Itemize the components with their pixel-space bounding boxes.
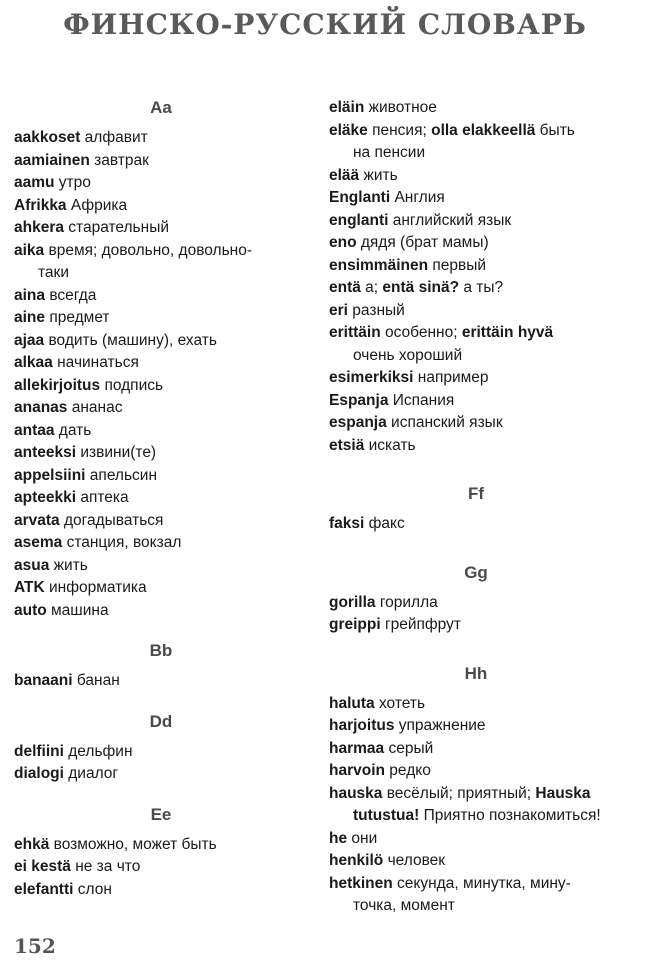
dictionary-entry [329, 367, 623, 390]
entry-headword: aamiainen [14, 151, 90, 169]
entry-phrase: olla elakkeellä [426, 121, 536, 139]
dictionary-entry [14, 127, 308, 150]
dictionary-entry [14, 532, 308, 555]
entry-headword: entä [329, 279, 361, 296]
section-aa [14, 127, 308, 622]
entry-translation: редко [384, 762, 431, 779]
entry-headword: ahkera [14, 219, 64, 236]
entry-headword: alkaa [14, 354, 53, 371]
entry-translation: Испания [388, 391, 455, 409]
entry-translation: английский язык [388, 211, 512, 229]
entry-headword: asua [14, 556, 50, 574]
dictionary-entry [329, 187, 623, 210]
entry-headword: gorilla [329, 593, 376, 611]
entry-translation: человек [383, 852, 446, 869]
entry-headword: faksi [329, 515, 365, 532]
entry-translation: горилла [375, 593, 438, 611]
dictionary-entry [14, 763, 308, 786]
dictionary-entry [329, 828, 623, 851]
entry-headword: etsiä [329, 436, 365, 454]
entry-continuation [329, 345, 623, 368]
entry-translation: испанский язык [386, 414, 503, 431]
entry-headword: antaa [14, 421, 55, 439]
dictionary-entry [329, 97, 623, 120]
entry-headword: aamu [14, 174, 55, 191]
entry-headword: aine [14, 309, 46, 326]
entry-translation: первый [428, 256, 487, 274]
entry-headword: ajaa [14, 331, 45, 349]
entry-headword: esimerkiksi [329, 369, 414, 386]
dictionary-entry [329, 390, 623, 413]
dictionary-entry [329, 850, 623, 873]
dictionary-entry [14, 375, 308, 398]
dictionary-entry [14, 397, 308, 420]
dictionary-entry [329, 760, 623, 783]
section-ee-continued [329, 97, 623, 457]
section-header-bb: Bb [149, 641, 173, 660]
entry-translation: разный [347, 301, 405, 319]
entry-phrase: erittäin hyvä [457, 324, 554, 341]
dictionary-entry [329, 873, 623, 918]
entry-translation: диалог [63, 765, 119, 782]
entry-translation: станция, вокзал [62, 534, 182, 551]
section-header-gg: Gg [464, 562, 488, 582]
dictionary-entry [329, 322, 623, 367]
entry-continuation [329, 895, 623, 918]
entry-translation: дать [54, 421, 92, 439]
entry-continuation [329, 142, 623, 165]
dictionary-entry [14, 577, 308, 600]
dictionary-entry [14, 741, 308, 764]
dictionary-entry [329, 513, 623, 536]
entry-headword: apteekki [14, 489, 77, 506]
entry-translation: водить (машину), ехать [44, 331, 217, 349]
entry-translation: утро [54, 174, 91, 191]
dictionary-entry [14, 834, 308, 857]
dictionary-entry [329, 300, 623, 323]
entry-translation: они [347, 829, 378, 847]
entry-translation: дядя (брат мамы) [356, 234, 489, 251]
dictionary-entry [14, 172, 308, 195]
entry-translation: серый [384, 739, 434, 757]
entry-headword: ATK [14, 579, 45, 596]
entry-headword: henkilö [329, 852, 384, 869]
entry-headword: aina [14, 286, 46, 304]
page-title: ФИНСКО-РУССКИЙ СЛОВАРЬ [63, 8, 587, 41]
entry-translation: предмет [45, 309, 110, 326]
dictionary-entry [14, 879, 308, 902]
entry-translation: подпись [100, 376, 164, 394]
section-ff [329, 513, 623, 536]
entry-continued-text: очень хороший [353, 346, 463, 364]
entry-translation: Африка [66, 196, 128, 214]
entry-translation: извини(те) [76, 444, 157, 461]
dictionary-entry [329, 715, 623, 738]
section-header-dd: Dd [149, 711, 173, 731]
entry-headword: asema [14, 534, 63, 551]
entry-headword: englanti [329, 211, 389, 229]
entry-translation: весёлый; приятный; [382, 784, 532, 802]
dictionary-entry [14, 856, 308, 879]
section-hh [329, 693, 623, 918]
entry-translation: машина [46, 601, 109, 619]
dictionary-entry [329, 592, 623, 615]
entry-continuation [14, 262, 308, 285]
entry-headword: ei kestä [14, 858, 71, 875]
entry-headword: anteeksi [14, 444, 77, 461]
entry-headword: hetkinen [329, 874, 393, 892]
dictionary-entry [329, 255, 623, 278]
entry-translation: грейпфрут [380, 616, 461, 633]
dictionary-entry [14, 465, 308, 488]
entry-headword: delfiini [14, 742, 64, 760]
entry-translation: ананас [67, 399, 123, 416]
entry-translation: а; [360, 279, 379, 296]
entry-continued-text: на пенсии [353, 144, 426, 161]
entry-translation: факс [364, 515, 405, 532]
dictionary-entry [14, 330, 308, 353]
dictionary-entry [329, 693, 623, 716]
entry-translation: животное [364, 99, 437, 116]
dictionary-entry [329, 412, 623, 435]
entry-translation: старательный [63, 219, 169, 236]
entry-translation: хотеть [374, 694, 426, 712]
left-column [14, 97, 308, 901]
dictionary-entry [14, 600, 308, 623]
entry-translation: начинаться [52, 354, 139, 371]
right-column [329, 97, 623, 918]
entry-headword: erittäin [329, 324, 381, 341]
entry-translation: секунда, минутка, мину- [392, 874, 571, 892]
entry-translation: алфавит [80, 129, 148, 146]
entry-headword: haluta [329, 694, 375, 712]
entry-headword: arvata [14, 511, 60, 529]
entry-headword: espanja [329, 414, 387, 431]
entry-headword: Espanja [329, 391, 389, 409]
dictionary-entry [14, 555, 308, 578]
entry-headword: auto [14, 601, 47, 619]
dictionary-entry [14, 420, 308, 443]
dictionary-entry [14, 285, 308, 308]
dictionary-entry [329, 120, 623, 165]
entry-headword: banaani [14, 672, 73, 689]
entry-translation: пенсия; [367, 121, 427, 139]
entry-headword: harmaa [329, 739, 385, 757]
entry-headword: ehkä [14, 835, 50, 853]
dictionary-entry [329, 738, 623, 761]
entry-translation: информатика [44, 579, 147, 596]
entry-translation: догадываться [59, 511, 164, 529]
entry-translation: например [413, 369, 489, 386]
entry-headword: greippi [329, 616, 381, 633]
entry-headword: hauska [329, 784, 383, 802]
entry-translation: всегда [45, 286, 97, 304]
entry-phrase-translation: а ты? [459, 279, 504, 296]
entry-translation: банан [72, 672, 120, 689]
entry-headword: eri [329, 301, 348, 319]
dictionary-entry [14, 442, 308, 465]
entry-translation: время; довольно, довольно- [44, 241, 252, 259]
entry-translation: жить [49, 556, 88, 574]
entry-headword: Afrikka [14, 196, 67, 214]
section-header-hh: Hh [464, 663, 488, 683]
entry-translation: возможно, может быть [49, 835, 217, 853]
dictionary-entry [329, 210, 623, 233]
entry-translation: искать [364, 436, 416, 454]
section-bb [14, 670, 308, 693]
entry-headword: aakkoset [14, 129, 81, 146]
section-header-ff: Ff [467, 484, 485, 503]
entry-headword: aika [14, 241, 45, 259]
entry-translation: дельфин [63, 742, 133, 760]
entry-translation: особенно; [380, 324, 458, 341]
entry-phrase-continued: tutustua! [353, 807, 420, 824]
dictionary-entry [329, 232, 623, 255]
entry-headword: eläin [329, 99, 365, 116]
dictionary-entry [14, 307, 308, 330]
section-ee [14, 834, 308, 902]
entry-translation: аптека [76, 489, 129, 506]
entry-headword: dialogi [14, 765, 64, 782]
page-number: 152 [14, 934, 56, 958]
entry-translation: завтрак [89, 151, 149, 169]
dictionary-entry [14, 217, 308, 240]
section-dd [14, 741, 308, 786]
entry-headword: appelsiini [14, 466, 86, 484]
entry-phrase-translation: быть [535, 121, 575, 139]
section-header-ee: Ee [150, 804, 172, 824]
entry-headword: harvoin [329, 762, 385, 779]
dictionary-entry [14, 670, 308, 693]
dictionary-entry [329, 783, 623, 828]
entry-translation: слон [73, 880, 112, 898]
entry-translation: упражнение [394, 717, 486, 734]
entry-headword: eläke [329, 121, 368, 139]
entry-headword: ensimmäinen [329, 256, 429, 274]
entry-translation: не за что [70, 858, 141, 875]
entry-headword: ananas [14, 399, 68, 416]
entry-headword: he [329, 829, 348, 847]
entry-continued-text: точка, момент [353, 897, 455, 914]
entry-translation: жить [359, 166, 398, 184]
dictionary-entry [14, 352, 308, 375]
section-gg [329, 592, 623, 637]
dictionary-entry [329, 165, 623, 188]
entry-headword: eno [329, 234, 357, 251]
entry-phrase: entä sinä? [378, 279, 460, 296]
entry-headword: elää [329, 166, 360, 184]
dictionary-entry [329, 435, 623, 458]
entry-translation: Англия [390, 189, 445, 206]
entry-continuation [329, 805, 623, 828]
entry-phrase: Hauska [531, 784, 591, 802]
entry-headword: elefantti [14, 880, 74, 898]
dictionary-entry [329, 277, 623, 300]
entry-continued-text: таки [38, 264, 69, 281]
dictionary-entry [14, 150, 308, 173]
entry-translation: апельсин [85, 466, 158, 484]
dictionary-entry [14, 195, 308, 218]
entry-headword: harjoitus [329, 717, 395, 734]
dictionary-entry [14, 487, 308, 510]
entry-headword: allekirjoitus [14, 376, 101, 394]
dictionary-entry [14, 240, 308, 285]
section-header-aa: Aa [150, 98, 172, 117]
entry-headword: Englanti [329, 189, 391, 206]
entry-continued-text: Приятно познакомиться! [419, 807, 601, 824]
dictionary-entry [329, 614, 623, 637]
dictionary-entry [14, 510, 308, 533]
